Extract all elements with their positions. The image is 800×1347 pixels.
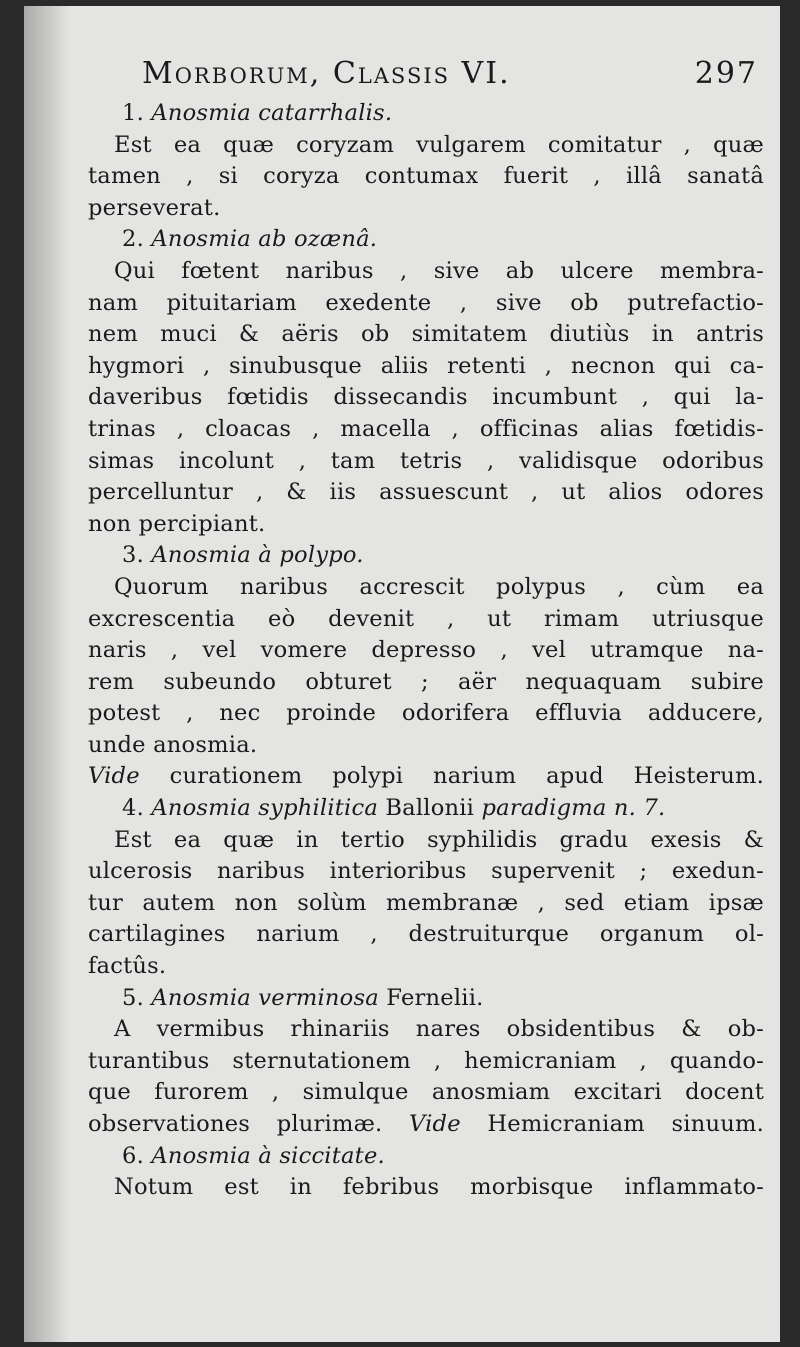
text-line: curationem polypi narium apud Heisterum. xyxy=(139,763,764,790)
text-line: ulcerosis naribus interioribus supervenit ; exedun- xyxy=(88,858,764,885)
section-heading xyxy=(88,224,764,256)
section-heading xyxy=(88,540,764,572)
text-line: nem muci & aëris ob simitatem diutiùs in antris xyxy=(88,321,764,348)
text-line: Qui fœtent naribus , sive ab ulcere membra- xyxy=(114,257,764,284)
vide-word: Vide xyxy=(88,763,140,790)
section-number: 6. xyxy=(122,1142,152,1169)
text-line: A vermibus rhinariis nares obsidentibus & ob- xyxy=(114,1016,764,1043)
text-line: hygmori , sinubusque aliis retenti , necnon qui ca- xyxy=(88,352,764,379)
section-title: Anosmia ab ozænâ. xyxy=(151,226,378,253)
text-line: percelluntur , & iis assuescunt , ut alios odores xyxy=(88,479,764,506)
running-head-title: Morborum, Classis VI. xyxy=(142,56,511,91)
text-line: daveribus fœtidis dissecandis incumbunt , qui la- xyxy=(88,384,764,411)
text-block xyxy=(88,50,764,1204)
book-page xyxy=(24,6,780,1342)
text-line: potest , nec proinde odorifera effluvia adducere, xyxy=(88,700,764,727)
section-number: 4. xyxy=(122,795,152,822)
section-title: Anosmia à siccitate. xyxy=(151,1142,385,1169)
text-line: factûs. xyxy=(88,953,167,980)
text-line: rem subeundo obturet ; aër nequaquam subire xyxy=(88,668,764,695)
text-line: trinas , cloacas , macella , officinas alias fœtidis- xyxy=(88,415,764,442)
text-line: tamen , si coryza contumax fuerit , illâ sanatâ xyxy=(88,163,764,190)
vide-word: Vide xyxy=(409,1111,461,1137)
section-reference: paradigma n. 7. xyxy=(481,795,666,822)
vide-line xyxy=(88,761,764,793)
section-heading xyxy=(88,983,764,1015)
body-text xyxy=(88,98,764,1204)
text-line: nam pituitariam exedente , sive ob putrefactio- xyxy=(88,289,764,316)
text-segment: observationes plurimæ. xyxy=(88,1111,409,1137)
text-line: Notum est in febribus morbisque inflammato- xyxy=(114,1174,764,1201)
running-head xyxy=(142,50,758,98)
text-line: unde anosmia. xyxy=(88,731,258,758)
text-line: excrescentia eò devenit , ut rimam utriusque xyxy=(88,605,764,632)
section-number: 3. xyxy=(122,542,152,569)
section-title: Anosmia catarrhalis. xyxy=(151,100,393,126)
text-line: naris , vel vomere depresso , vel utramque na- xyxy=(88,637,764,664)
section-heading xyxy=(88,98,764,130)
section-heading xyxy=(88,1141,764,1173)
text-line: Quorum naribus accrescit polypus , cùm ea xyxy=(114,573,764,600)
page-number: 297 xyxy=(694,56,758,91)
binding-shadow xyxy=(24,6,70,1342)
text-line: non percipiant. xyxy=(88,510,266,537)
text-line: Est ea quæ coryzam vulgarem comitatur , quæ xyxy=(114,131,764,158)
text-line: tur autem non solùm membranæ , sed etiam ipsæ xyxy=(88,889,764,916)
section-author: Ballonii xyxy=(378,795,482,822)
text-segment: Hemicraniam sinuum. xyxy=(460,1111,764,1137)
text-line: turantibus sternutationem , hemicraniam , quando- xyxy=(88,1047,764,1074)
section-title: Anosmia verminosa xyxy=(151,984,379,1011)
section-heading xyxy=(88,793,764,825)
text-line: Est ea quæ in tertio syphilidis gradu exesis & xyxy=(114,826,764,853)
text-line: perseverat. xyxy=(88,194,221,221)
section-title: Anosmia à polypo. xyxy=(151,542,364,569)
text-line xyxy=(88,1109,764,1141)
section-number: 5. xyxy=(122,984,152,1011)
section-number: 2. xyxy=(122,226,152,253)
text-line: simas incolunt , tam tetris , validisque odoribus xyxy=(88,447,764,474)
text-line: cartilagines narium , destruiturque organum ol- xyxy=(88,921,764,948)
section-number: 1. xyxy=(122,100,152,126)
section-author: Fernelii. xyxy=(378,984,484,1011)
section-title: Anosmia syphilitica xyxy=(151,795,378,822)
text-line: que furorem , simulque anosmiam excitari docent xyxy=(88,1079,764,1106)
